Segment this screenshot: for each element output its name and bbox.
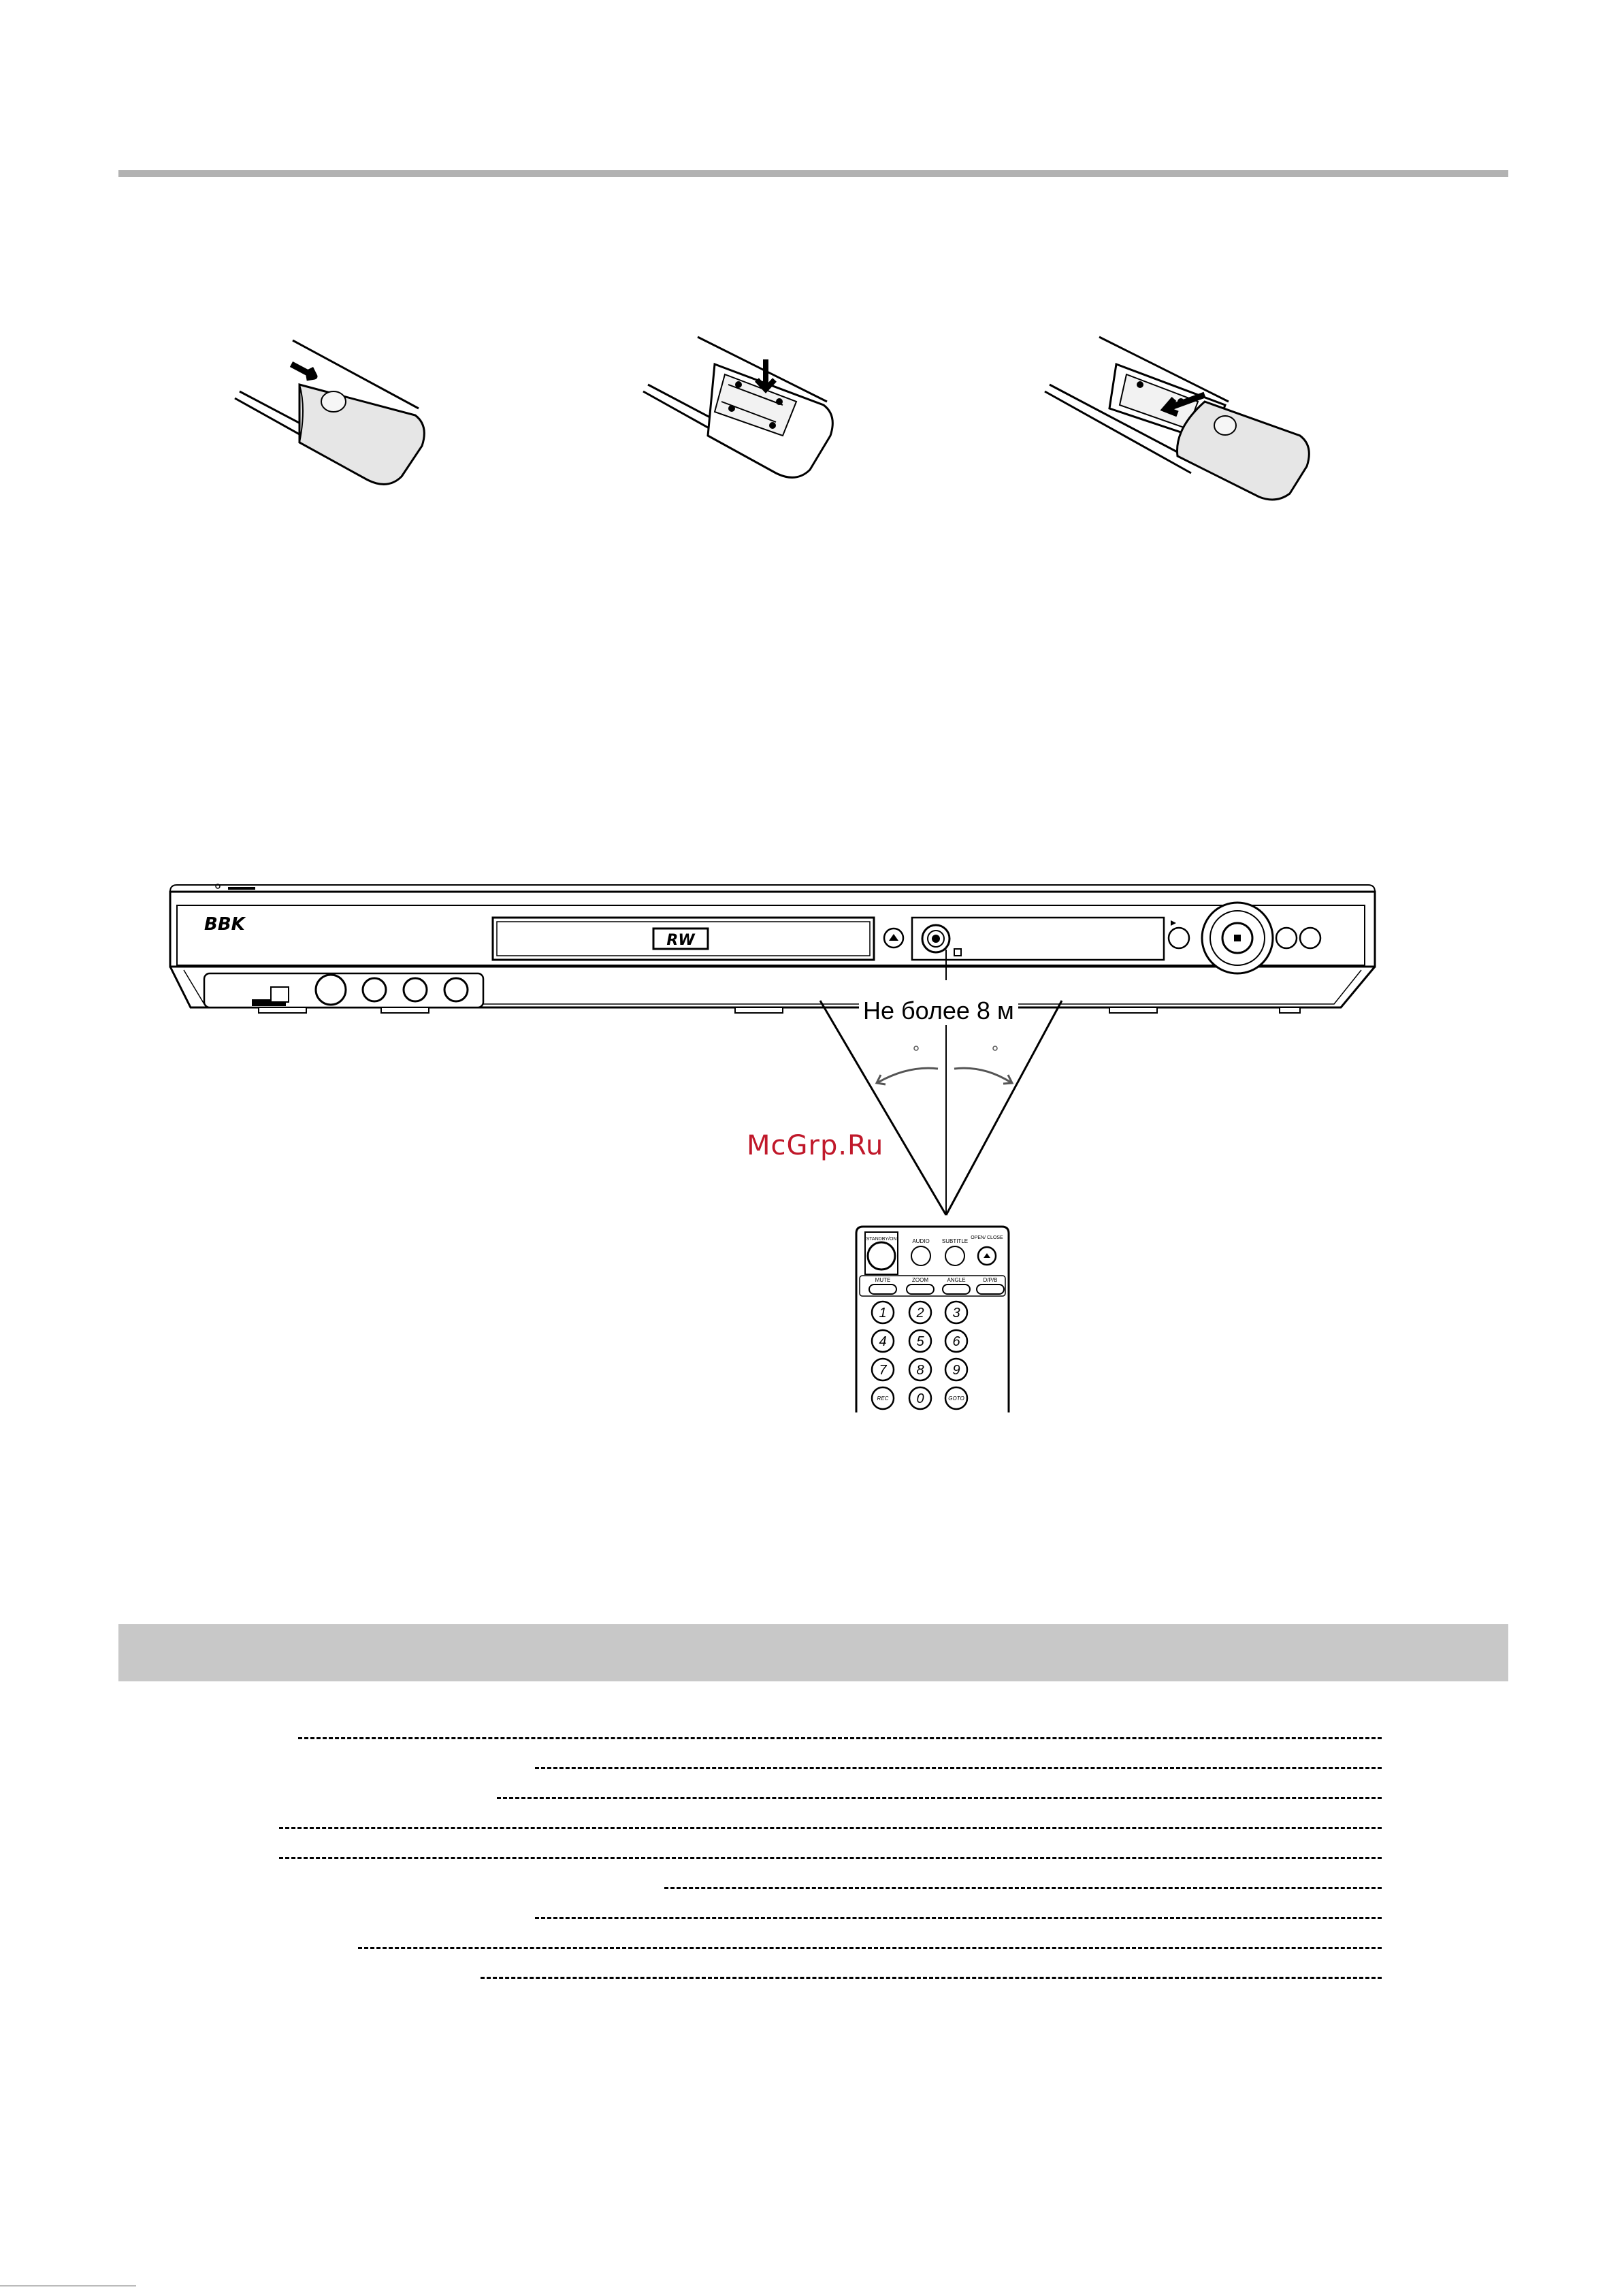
remote-key-label: 8 <box>916 1363 924 1378</box>
remote-zoom-label: ZOOM <box>912 1277 928 1283</box>
toc-leader-2 <box>535 1767 1382 1769</box>
section-header-band <box>118 1624 1508 1681</box>
remote-key-label: 1 <box>879 1306 887 1321</box>
toc-leader-7 <box>535 1917 1382 1919</box>
remote-control-illustration <box>854 1225 1011 1412</box>
remote-key-label: 0 <box>916 1391 924 1406</box>
header-rule <box>118 170 1508 177</box>
remote-key-label: GOTO <box>948 1395 964 1402</box>
toc-leader-3 <box>497 1797 1382 1799</box>
disc-badge: RW <box>666 932 695 949</box>
remote-audio-label: AUDIO <box>912 1238 930 1244</box>
toc-leader-8 <box>358 1947 1382 1949</box>
remote-angle-label: ANGLE <box>947 1277 966 1283</box>
remote-standby-label: STANDBY/ON <box>866 1237 897 1242</box>
remote-key-label: 5 <box>916 1334 924 1349</box>
remote-key-label: 9 <box>952 1363 960 1378</box>
remote-mute-label: MUTE <box>875 1277 891 1283</box>
toc-leader-5 <box>279 1857 1382 1859</box>
remote-open-close-label: OPEN/ CLOSE <box>971 1235 1003 1240</box>
toc-leader-6 <box>664 1887 1382 1889</box>
remote-subtitle-label: SUBTITLE <box>941 1238 969 1244</box>
remote-dpb-label: D/P/B <box>983 1277 998 1283</box>
svg-text:BBK: BBK <box>204 914 245 935</box>
remote-key-label: 4 <box>879 1334 887 1349</box>
remote-key-label: 3 <box>952 1306 960 1321</box>
dvd-recorder-illustration <box>163 878 1382 1055</box>
toc-leader-1 <box>298 1737 1382 1739</box>
watermark: McGrp.Ru <box>747 1130 884 1161</box>
footer-mark <box>0 2285 136 2287</box>
remote-key-label: 2 <box>916 1306 924 1321</box>
toc-leader-9 <box>481 1977 1382 1979</box>
remote-key-label: 6 <box>952 1334 960 1349</box>
battery-step-3-illustration <box>1041 334 1327 511</box>
remote-key-label: REC <box>877 1395 889 1402</box>
battery-step-1-illustration <box>231 334 442 490</box>
max-distance-label: Не более 8 м <box>859 997 1018 1025</box>
ir-range-diagram <box>817 946 1089 1232</box>
remote-key-label: 7 <box>879 1363 887 1378</box>
toc-leader-4 <box>279 1827 1382 1829</box>
battery-step-2-illustration <box>640 334 851 490</box>
